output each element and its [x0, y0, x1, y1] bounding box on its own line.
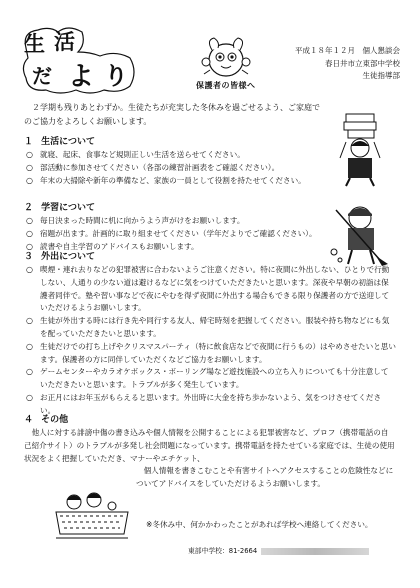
section-title: 学習について	[41, 203, 95, 213]
footer-note: ※冬休み中、何かかわったことがあれば学校へ連絡してください。	[146, 520, 373, 529]
list-item: ○ 就寝、起床、食事など規則正しい生活を送らせてください。	[24, 149, 324, 162]
section-number: ３	[24, 252, 34, 262]
section-other	[24, 413, 396, 491]
section-going-out	[24, 250, 396, 418]
section-number: １	[24, 137, 34, 147]
circle-bullet-icon: ○	[26, 392, 33, 402]
section-number: ４	[24, 415, 34, 425]
title-char: よ	[68, 62, 95, 92]
list-item: ○ お正月にはお年玉がもらえると思います。外出時に大金を持ち歩かないよう、気をつけさせてください。	[26, 392, 382, 415]
school-name: 春日井市立東部中学校	[325, 58, 400, 68]
circle-bullet-icon: ○	[26, 162, 33, 172]
section-title: 外出について	[41, 252, 95, 262]
list-item: ○ 部活動に参加させてください（各部の練習計画表をご確認ください）。	[24, 162, 324, 175]
subtitle: 保護者の皆様へ	[196, 81, 256, 90]
phone-line	[188, 545, 369, 555]
student-at-kotatsu-illustration	[52, 492, 132, 546]
date-line: 平成１８年１２月 個人懇談会	[295, 46, 400, 55]
section-heading	[24, 135, 324, 149]
circle-bullet-icon: ○	[26, 367, 33, 377]
mascot-character-illustration	[200, 34, 252, 80]
section-items	[24, 215, 334, 253]
list-item: ○ 毎日決まった時間に机に向かうよう声がけをお願いします。	[24, 215, 334, 228]
section-title: その他	[41, 415, 69, 425]
department-name: 生徒指導部	[362, 71, 400, 80]
title-char: 活	[54, 29, 75, 54]
list-item: ○ 読書や自主学習のアドバイスもお願いします。	[24, 241, 334, 254]
section-study	[24, 201, 334, 253]
other-paragraph-continued: 個人情報を書きこむことや有害サイトへアクセスすることの危険性などについてアドバイスをしていただけるようお願いします。	[136, 466, 394, 489]
list-item: ○ 宿題が出ます。計画的に取り組ませてください（学年だよりでご確認ください）。	[24, 228, 334, 241]
circle-bullet-icon: ○	[26, 150, 33, 159]
intro-paragraph: ２学期も残りあとわずか。生徒たちが充実した冬休みを過ごせるよう、ご家庭でのご協力をよろしくお願いします。	[24, 103, 320, 126]
other-paragraph: 他人に対する誹謗中傷の書き込みや個人情報を公開することによる犯罪被害など、プロフ（携帯電話の自己紹介サイト）のトラブルが多発し社会問題になっています。携帯電話を持たせている家庭では、生徒の使用状況をよく把握していただき、マナーやエチケット、	[24, 428, 395, 463]
section-title: 生活について	[41, 137, 95, 147]
circle-bullet-icon: ○	[26, 228, 33, 238]
list-item: ○ ゲームセンターやカラオケボックス・ボーリング場など遊技施設への立ち入りについても十分注意していただきたいと思います。トラブルが多く発生しています。	[26, 367, 389, 390]
section-life	[24, 135, 324, 187]
section-heading	[24, 201, 334, 215]
list-item: ○ 生徒が外出する時には行き先や同行する友人、帰宅時刻を把握してください。服装や持ち物などにも気を配っていただきたいと思います。	[26, 316, 390, 338]
list-item: ○ 生徒だけでの打ち上げやクリスマスパーティ（特に飲食店などで夜間に行うもの）はやめさせたいと思います。保護者の方に同伴していただくなどご協力をお願いします。	[26, 341, 396, 364]
redacted-block	[261, 548, 369, 555]
section-heading	[24, 413, 396, 427]
section-heading	[24, 250, 396, 264]
section-items	[24, 149, 324, 187]
circle-bullet-icon: ○	[26, 216, 33, 225]
student-carrying-books-illustration	[332, 112, 388, 188]
circle-bullet-icon: ○	[26, 265, 33, 274]
circle-bullet-icon: ○	[26, 316, 33, 326]
title-char: 生	[24, 31, 45, 56]
title-char: り	[104, 61, 128, 90]
section-number: ２	[24, 203, 34, 213]
title-char: だ	[32, 64, 52, 88]
list-item: ○ 喫煙・連れ去りなどの犯罪被害に合わないようご注意ください。特に夜間に外出しない、ひとりで行動しない、人通りの少ない道は避けるなどに気をつけていただきたいと思います。深夜や早朝の初詣は保護者同伴で。塾や習い事などで夜にやむを得ず夜間に外出する場合もできる限り保護者の方で送迎していただけるようお願いします。	[26, 265, 390, 313]
issuer-block	[295, 45, 400, 83]
circle-bullet-icon: ○	[26, 241, 33, 251]
newsletter-title	[20, 26, 138, 96]
section-items	[24, 264, 396, 418]
phone-label: 東部中学校：81-2664	[188, 547, 258, 555]
list-item: ○ 年末の大掃除や新年の準備など、家族の一員として役割を持たせてください。	[24, 175, 324, 188]
circle-bullet-icon: ○	[26, 341, 33, 351]
circle-bullet-icon: ○	[26, 175, 33, 185]
